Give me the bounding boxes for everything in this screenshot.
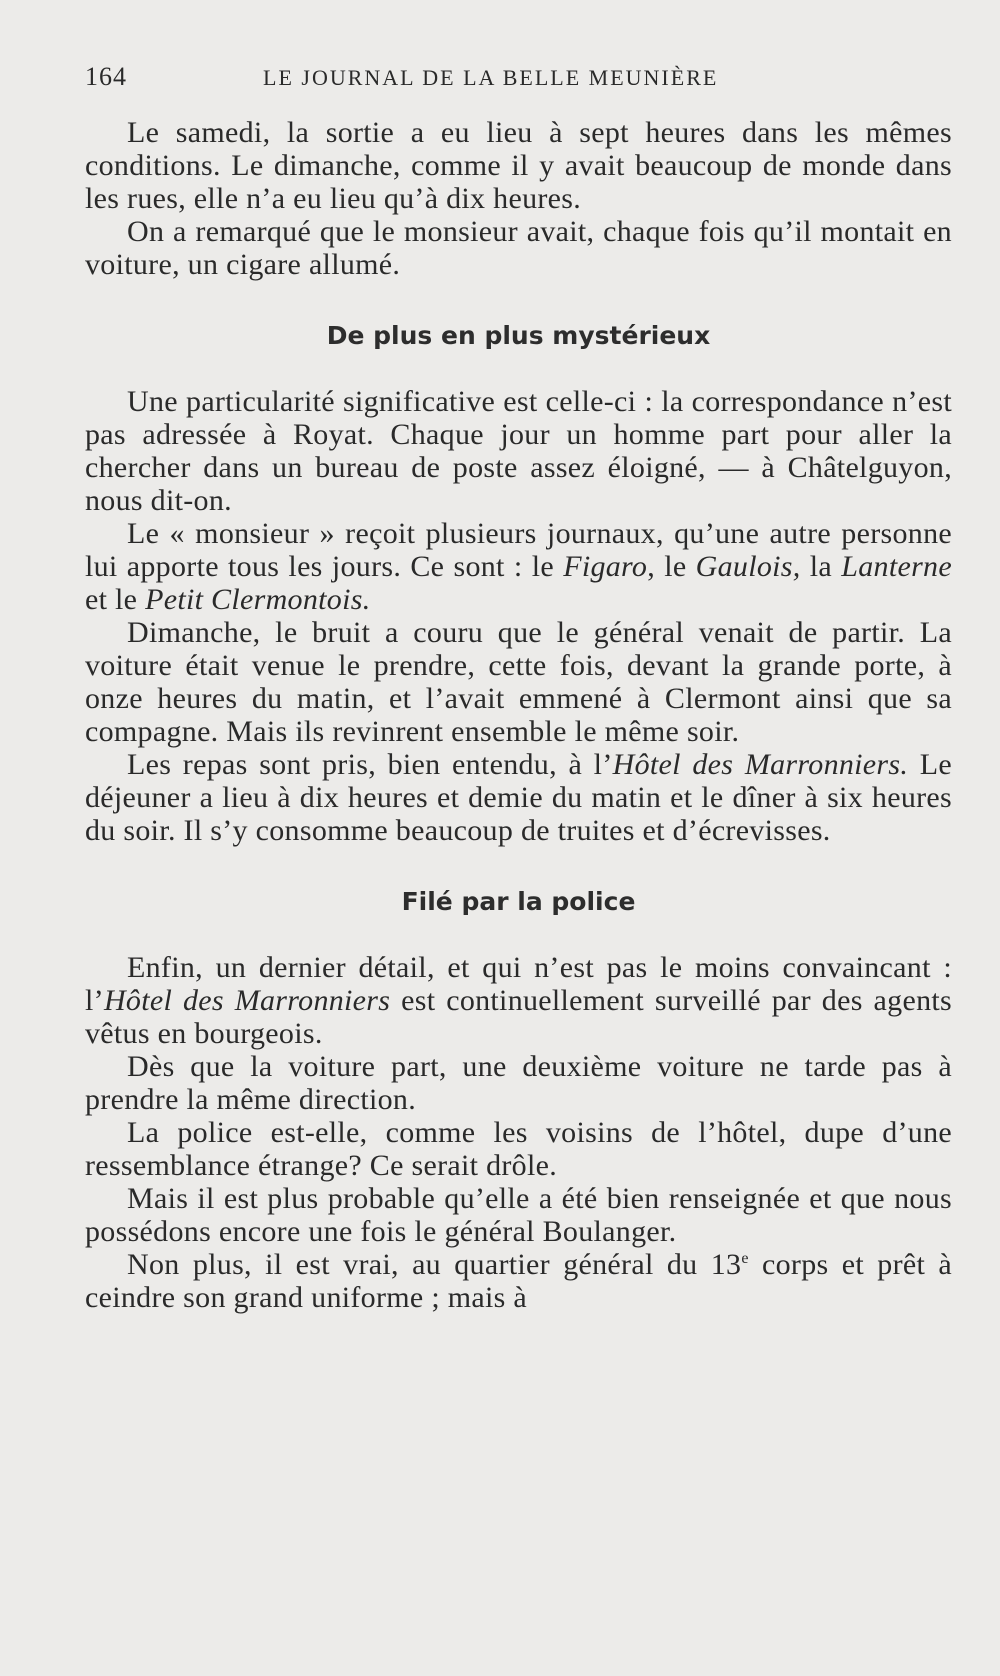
text-run: corps et prêt à ceindre son grand uniforme ; mais à [85,1248,953,1314]
text-run: , le [647,550,696,583]
text-run: Le « monsieur » reçoit plusieurs journaux, qu’une autre personne lui apporte tous les jours. Ce sont : le [85,517,952,583]
text-run: la [800,550,842,583]
text-run: est continuellement surveillé par des agents vêtus en bourgeois. [85,984,952,1050]
paragraph: Mais il est plus probable qu’elle a été bien renseignée et que nous possédons encore une fois le général Boulanger. [85,1182,952,1248]
italic-title: Hôtel des Marronniers [103,984,391,1017]
paragraph [85,748,952,847]
paragraph: Dimanche, le bruit a couru que le général venait de partir. La voiture était venue le prendre, cette fois, devant la grande porte, à onze heures du matin, et l’avait emmené à Clermont ainsi que sa compagne. Mais ils revinrent ensemble le même soir. [85,616,952,748]
paragraph: Dès que la voiture part, une deuxième voiture ne tarde pas à prendre la même direction. [85,1050,952,1116]
text-run: Non plus, il est vrai, au quartier général du 13 [127,1248,742,1281]
paragraph [85,517,952,616]
italic-title: Hôtel des Marronniers. [612,748,909,781]
italic-title: Gaulois, [695,550,801,583]
page-number: 164 [85,62,127,91]
section-heading: Filé par la police [401,887,636,916]
section-heading: De plus en plus mystérieux [326,321,711,350]
paragraph: Le samedi, la sortie a eu lieu à sept heures dans les mêmes conditions. Le dimanche, comme il y avait beaucoup de monde dans les rues, elle n’a eu lieu qu’à dix heures. [85,116,952,215]
text-run: Enfin, un dernier détail, et qui n’est pas le moins convaincant : l’ [85,951,952,1017]
paragraph [85,951,952,1050]
italic-title: Lanterne [841,550,952,583]
text-run: et le [85,583,146,616]
running-head: LE JOURNAL DE LA BELLE MEUNIÈRE [263,65,719,90]
text-run: Le déjeuner a lieu à dix heures et demie du matin et le dîner à six heures du soir. Il s’y consomme beaucoup de truites et d’écrevisses. [85,748,953,847]
superscript: e [741,1250,749,1267]
italic-title: Petit Clermontois. [145,583,371,616]
paragraph: La police est-elle, comme les voisins de l’hôtel, dupe d’une ressemblance étrange? Ce serait drôle. [85,1116,952,1182]
paragraph [85,1248,952,1314]
paragraph: Une particularité significative est celle-ci : la correspondance n’est pas adressée à Royat. Chaque jour un homme part pour aller la chercher dans un bureau de poste assez éloigné, — à Châtelguyon, nous dit-on. [85,385,952,517]
paragraph: On a remarqué que le monsieur avait, chaque fois qu’il montait en voiture, un cigare allumé. [85,215,952,281]
italic-title: Figaro [563,550,648,583]
page-header [85,62,952,102]
text-run: Les repas sont pris, bien entendu, à l’ [127,748,613,781]
